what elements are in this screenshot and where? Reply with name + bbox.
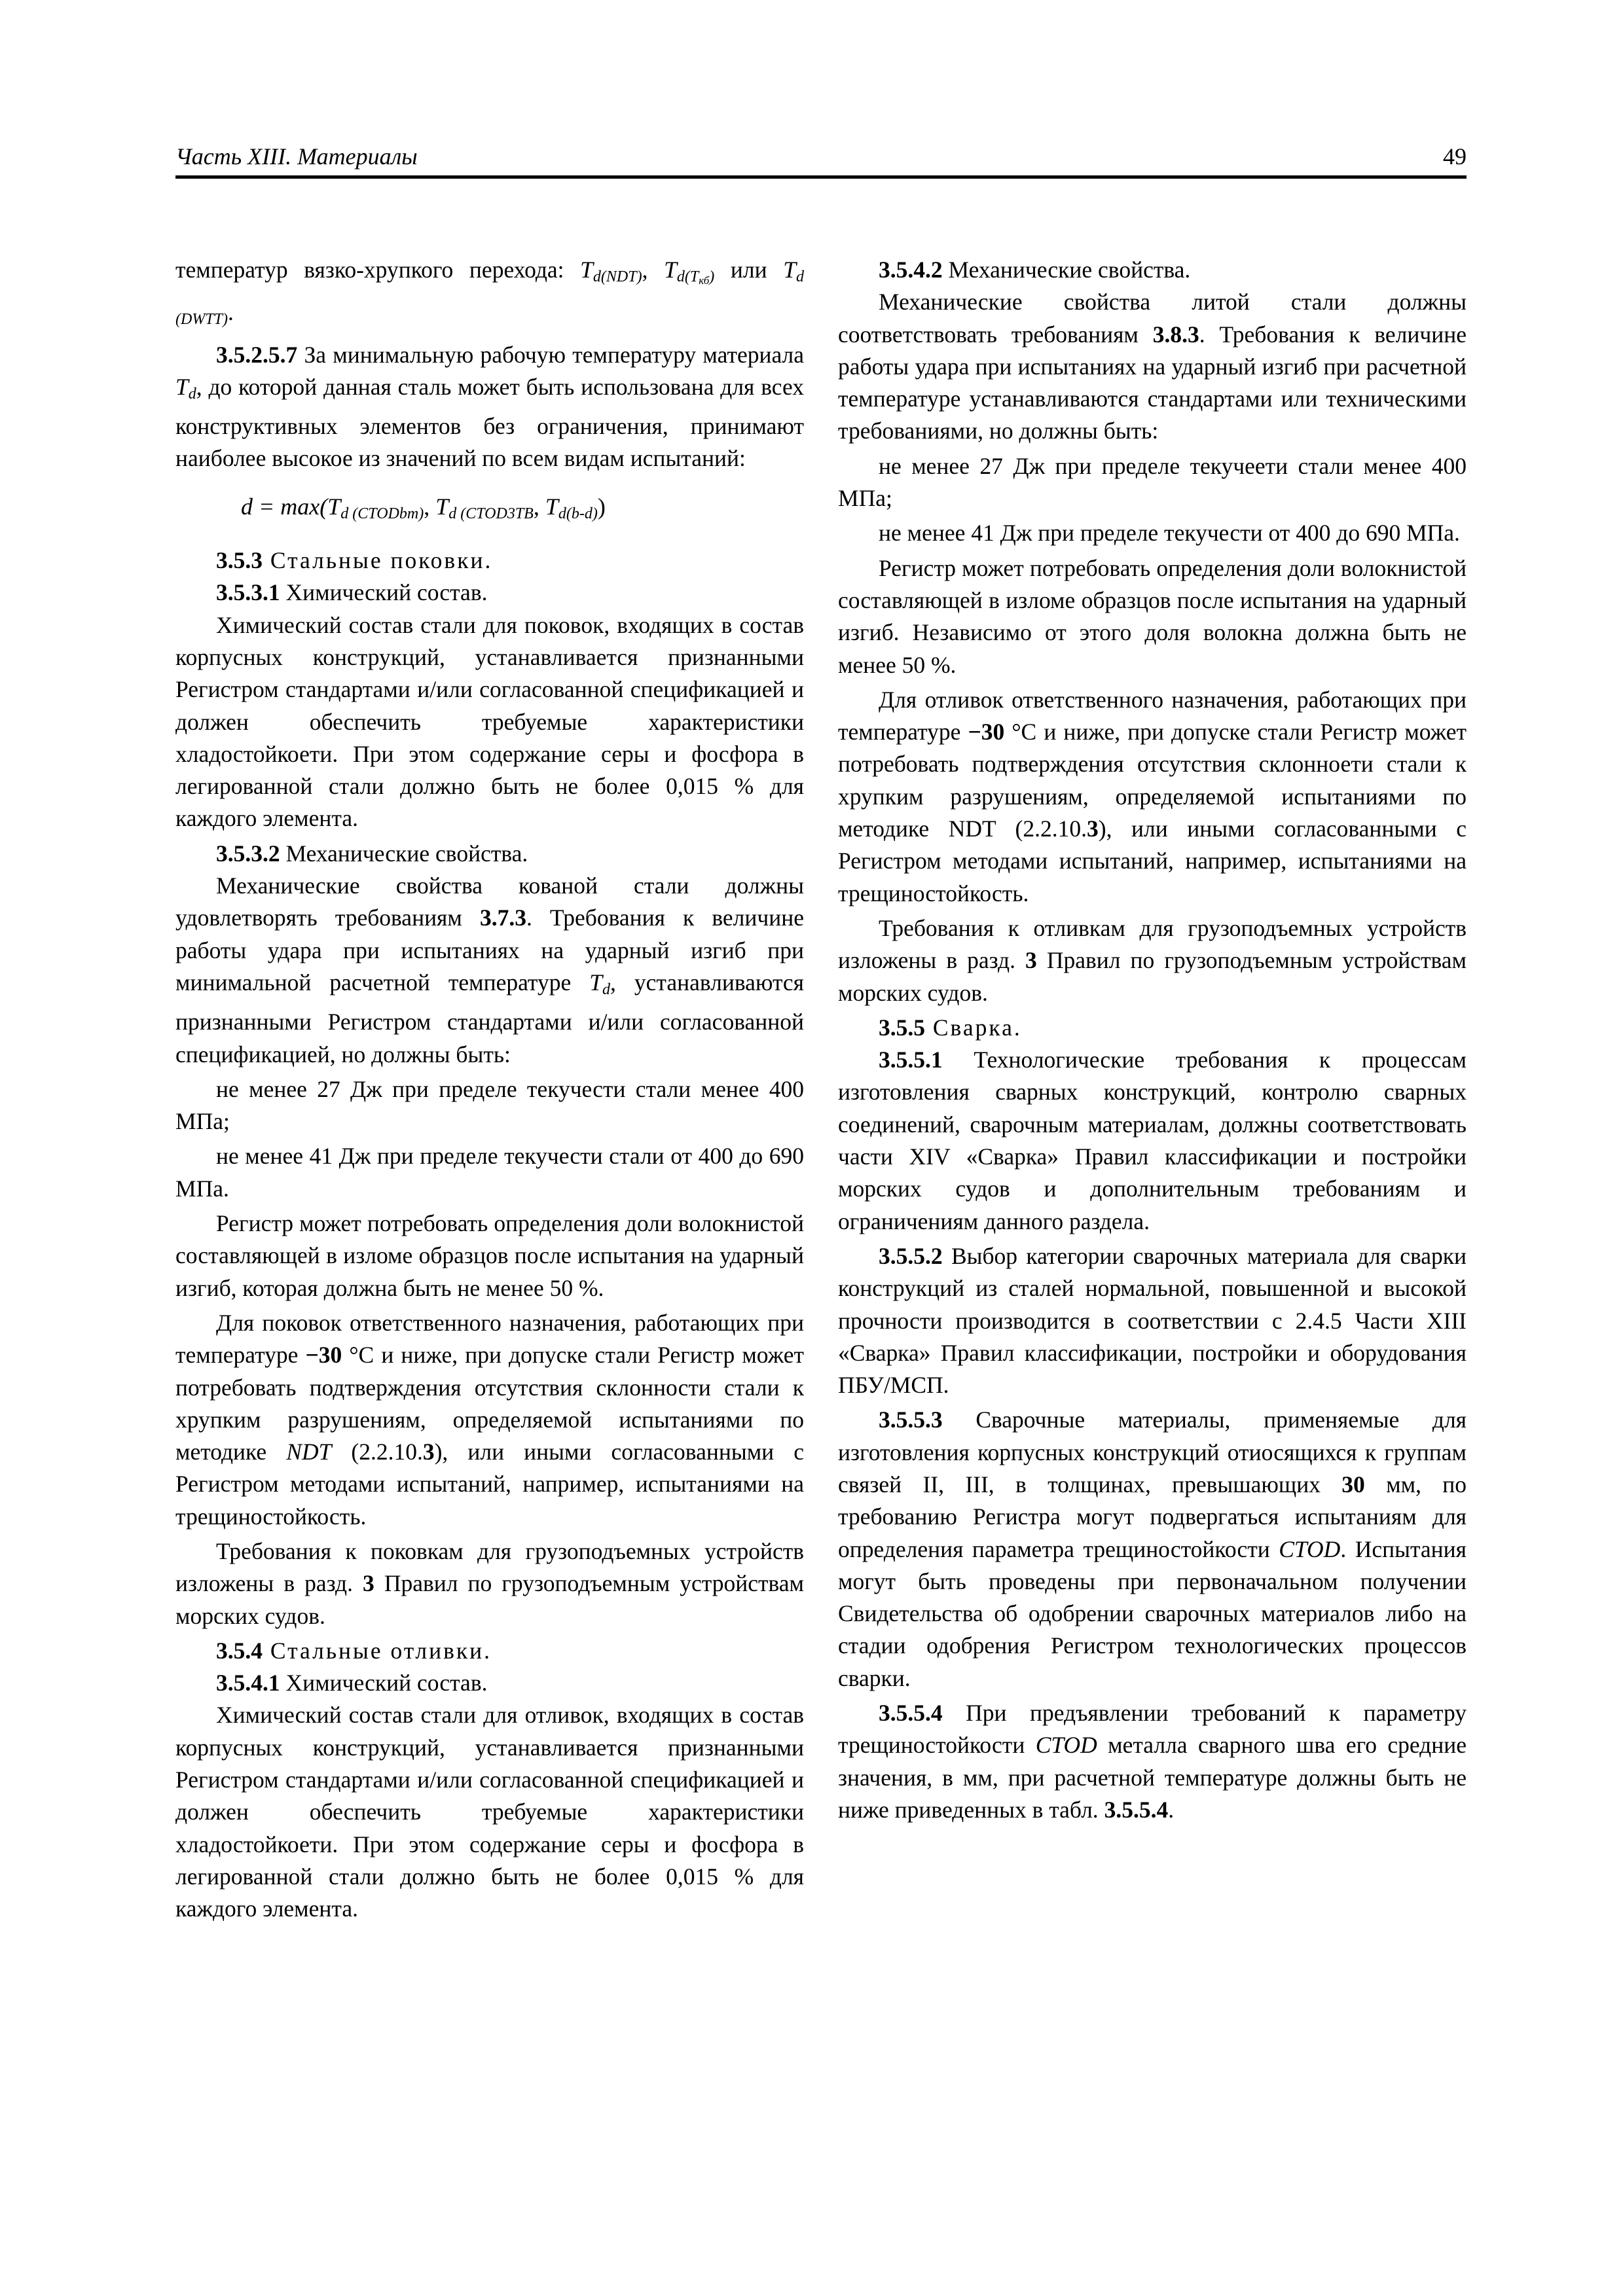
subscript: ) — [709, 268, 715, 285]
paragraph-castings-responsible — [838, 684, 1467, 910]
cross-reference: 3.7.3 — [479, 905, 526, 931]
subscript: d(NDT) — [593, 268, 642, 285]
clause-number: 3.5.4.2 — [879, 257, 943, 283]
paragraph-register-fiber: Регистр может потребовать определения доли волокнистой составляющей в изломе образцов после испытания на ударный изгиб. Независимо от этого доля волокна должна быть не менее 50 %. — [838, 554, 1467, 678]
text: Механические свойства кованой стали должны удовлетворять требованиям — [175, 872, 804, 931]
parameter-name: CTOD — [1035, 1732, 1097, 1759]
clause-number: 3.5.2.5.7 — [216, 341, 298, 368]
symbol: T — [327, 493, 341, 520]
text: Выбор категории сварочных материала для сварки конструкций из сталей нормальной, повышенной и высокой прочности производится в соответствии с 2.4.5 Части XIII «Сварка» Правил классификации, постройки и оборудования ПБУ/МСП. — [838, 1242, 1467, 1399]
paragraph-forgings-lifting — [175, 1535, 804, 1632]
thickness-value: 30 — [1341, 1471, 1365, 1498]
text: Требования к поковкам для грузоподъемных устройств изложены в разд. — [175, 1537, 804, 1597]
subscript: d — [602, 980, 610, 998]
left-column — [175, 254, 804, 1928]
text: Технологические требования к процессам изготовления сварных конструкций, контролю сварных соединений, сварочным материалам, должны соответствовать части XIV «Сварка» Правил классификации и постройки морских судов и дополнительным требованиям и ограничениям данного раздела. — [838, 1047, 1467, 1234]
header-rule — [175, 175, 1467, 179]
text: ) — [597, 493, 606, 520]
text: , до которой данная сталь может быть использована для всех конструктивных элементов без ограничения, принимают наиболее высокое из значений по всем видам испытаний: — [175, 373, 804, 472]
cross-reference: 3 — [363, 1570, 374, 1597]
text: . — [1168, 1796, 1175, 1823]
paragraph-41j: не менее 41 Дж при пределе текучести стали от 400 до 690 МПа. — [175, 1143, 804, 1202]
text: Правил по грузоподъемным устройствам морских судов. — [175, 1570, 804, 1629]
subscript: кб — [699, 274, 710, 287]
symbol: T — [589, 969, 602, 996]
paragraph-castings-lifting — [838, 912, 1467, 1009]
text: , устанавливаются признанными Регистром стандартами и/или согласованной спецификацией, но должны быть: — [175, 969, 804, 1067]
subscript: d(b-d) — [558, 505, 598, 522]
paragraph-3-5-5-1 — [838, 1044, 1467, 1238]
heading-text: Химический состав. — [280, 1670, 488, 1696]
running-header-title: Часть XIII. Материалы — [175, 143, 418, 170]
heading-text: Стальные отливки. — [263, 1637, 492, 1664]
method-name: NDT — [286, 1439, 332, 1465]
clause-number: 3.5.4 — [216, 1637, 263, 1664]
subscript: d (CTOD3TB — [448, 505, 534, 522]
subscript: d — [188, 385, 196, 403]
heading-3-5-3-2 — [175, 838, 804, 870]
cross-reference: 3 — [1025, 947, 1037, 974]
text: . Испытания могут быть проведены при первоначальном получении Свидетельства об одобрении сварочных материалов либо на стадии одобрения Регистром технологических процессов сварки. — [838, 1535, 1467, 1691]
clause-number: 3.5.5.4 — [879, 1700, 943, 1727]
text: . — [228, 299, 234, 326]
text: °С и ниже, при допуске стали Регистр может потребовать подтверждения отсутствия склонноети стали к хрупким разрушениям, определяемой испытаниями по методике NDT (2.2.10. — [838, 719, 1467, 842]
text: При предъявлении требований к параметру трещиностойкости — [838, 1700, 1467, 1759]
clause-number: 3.5.3.1 — [216, 579, 280, 606]
symbol: T — [783, 257, 796, 283]
page-number: 49 — [1443, 143, 1467, 170]
formula — [175, 491, 804, 530]
heading-text: Стальные поковки. — [263, 547, 493, 574]
subscript: d (CTODbm) — [340, 505, 424, 522]
parameter-name: CTOD — [1279, 1535, 1341, 1562]
heading-text: Сварка. — [925, 1014, 1022, 1041]
cross-reference: 3 — [1087, 816, 1099, 842]
paragraph-3-5-5-4 — [838, 1697, 1467, 1826]
paragraph-register-fiber: Регистр может потребовать определения доли волокнистой составляющей в изломе образцов после испытания на ударный изгиб, которая должна быть не менее 50 %. — [175, 1210, 804, 1301]
text: , — [533, 493, 545, 520]
paragraph-27j: не менее 27 Дж при пределе текучеети стали менее 400 МПа; — [838, 452, 1467, 512]
text: температур вязко-хрупкого перехода: — [175, 257, 581, 283]
symbol: T — [435, 493, 449, 520]
text: Для отливок ответственного назначения, работающих при температуре — [838, 686, 1467, 745]
paragraph-forgings-chemistry: Химический состав стали для поковок, входящих в состав корпусных конструкций, устанавливается признанными Регистром стандартами и/или согласованной спецификацией и должен обеспечить требуемые характеристики хладостойкоети. При этом содержание серы и фосфора в легированной стали должно быть не более 0,015 % для каждого элемента. — [175, 611, 804, 832]
text: , — [424, 493, 436, 520]
text: металла сварного шва его средние значения, в мм, при расчетной температуре должны быть не ниже приведенных в табл. — [838, 1732, 1467, 1823]
heading-3-5-5 — [838, 1012, 1467, 1044]
paragraph-3-5-5-3 — [838, 1404, 1467, 1695]
cross-reference: 3.5.5.4 — [1104, 1796, 1169, 1823]
text: За минимальную рабочую температуру материала — [297, 341, 804, 368]
temperature-value: −30 — [968, 719, 1005, 745]
symbol: T — [664, 257, 677, 283]
heading-3-5-3-1 — [175, 577, 804, 609]
cross-reference: 3 — [422, 1439, 435, 1465]
text: Правил по грузоподъемным устройствам морских судов. — [838, 947, 1467, 1006]
heading-3-5-4 — [175, 1635, 804, 1667]
text: Требования к отливкам для грузоподъемных устройств изложены в разд. — [838, 914, 1467, 974]
clause-number: 3.5.5 — [879, 1014, 925, 1041]
text: Для поковок ответственного назначения, работающих при температуре — [175, 1309, 804, 1369]
temperature-value: −30 — [305, 1342, 342, 1369]
text: °С и ниже, при допуске стали Регистр может потребовать подтверждения отсутствия склонности стали к хрупким разрушениям, определяемой испытаниями по методике — [175, 1342, 805, 1465]
heading-3-5-3 — [175, 545, 804, 577]
paragraph-transition-temperatures — [175, 254, 804, 336]
paragraph-castings-mechanical — [838, 286, 1467, 447]
text: ), или иными согласованными с Регистром методами испытаний, например, испытаниями на трещиностойкость. — [838, 816, 1467, 906]
paragraph-27j: не менее 27 Дж при пределе текучести стали менее 400 МПа; — [175, 1075, 804, 1135]
paragraph-3-5-5-2 — [838, 1240, 1467, 1401]
heading-text: Механические свойства. — [280, 840, 528, 867]
text: мм, по требованию Регистра могут подвергаться испытаниям для определения параметра трещиностойкости — [838, 1471, 1467, 1562]
heading-3-5-4-2 — [838, 254, 1467, 286]
clause-number: 3.5.4.1 — [216, 1670, 280, 1696]
right-column — [838, 254, 1467, 1829]
heading-3-5-4-1 — [175, 1667, 804, 1699]
paragraph-41j: не менее 41 Дж при пределе текучести от 400 до 690 МПа. — [879, 520, 1460, 547]
clause-number: 3.5.5.2 — [879, 1242, 943, 1269]
text: . Требования к величине работы удара при испытаниях на ударный изгиб при расчетной температуре устанавливаются стандартами или техническими требованиями, но должны быть: — [838, 321, 1467, 444]
text: (2.2.10. — [331, 1439, 423, 1465]
paragraph-castings-chemistry: Химический состав стали для отливок, входящих в состав корпусных конструкций, устанавливается признанными Регистром стандартами и/или согласованной спецификацией и должен обеспечить требуемые характеристики хладостойкоети. При этом содержание серы и фосфора в легированной стали должно быть не более 0,015 % для каждого элемента. — [175, 1702, 804, 1922]
clause-number: 3.5.5.3 — [879, 1407, 943, 1433]
paragraph-forgings-mechanical — [175, 870, 804, 1071]
subscript: d (DWTT) — [175, 268, 804, 329]
symbol: T — [580, 257, 593, 283]
text: , — [642, 257, 665, 283]
clause-number: 3.5.3 — [216, 547, 263, 574]
symbol: T — [545, 493, 558, 520]
heading-text: Химический состав. — [280, 579, 488, 606]
clause-number: 3.5.3.2 — [216, 840, 280, 867]
subscript: d(T — [676, 268, 699, 285]
heading-text: Механические свойства. — [942, 257, 1191, 283]
formula-text: d = max( — [241, 493, 328, 520]
paragraph-forgings-responsible — [175, 1307, 804, 1533]
text: . Требования к величине работы удара при испытаниях на ударный изгиб при минимальной расчетной температуре — [175, 905, 805, 996]
text: или — [714, 257, 784, 283]
paragraph-3-5-2-5-7 — [175, 339, 804, 475]
cross-reference: 3.8.3 — [1152, 321, 1199, 348]
symbol: T — [175, 373, 189, 400]
text: Механические свойства литой стали должны соответствовать требованиям — [838, 289, 1467, 348]
text: Сварочные материалы, применяемые для изготовления корпусных конструкций отиосящихся к группам связей II, III, в толщинах, превышающих — [838, 1407, 1467, 1498]
text: ), или иными согласованными с Регистром методами испытаний, например, испытаниями на трещиностойкость. — [175, 1439, 804, 1530]
clause-number: 3.5.5.1 — [879, 1047, 943, 1073]
